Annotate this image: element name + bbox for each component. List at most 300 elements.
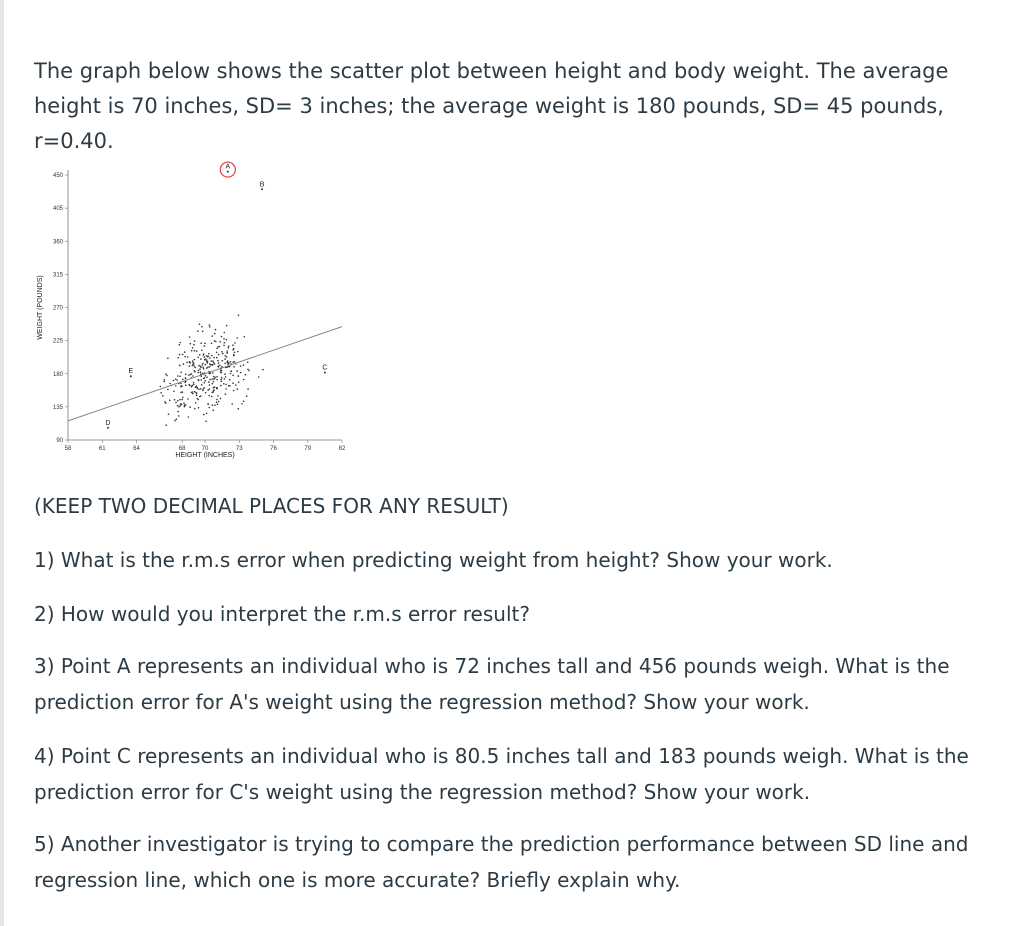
scatter-point: [199, 323, 201, 325]
scatter-point: [216, 388, 218, 390]
scatter-point: [191, 373, 193, 375]
scatter-point: [194, 340, 196, 342]
scatter-point: [245, 374, 247, 376]
scatter-point: [229, 379, 231, 381]
scatter-point: [160, 392, 162, 394]
scatter-point: [192, 347, 194, 349]
scatter-point: [198, 365, 200, 367]
question-2: 2) How would you interpret the r.m.s error result?: [34, 602, 530, 626]
scatter-point: [217, 360, 219, 362]
scatter-point: [232, 382, 234, 384]
scatter-point: [197, 388, 199, 390]
question-1: 1) What is the r.m.s error when predicting weight from height? Show your work.: [34, 548, 833, 572]
scatter-point: [194, 367, 196, 369]
scatter-point: [211, 396, 213, 398]
scatter-point: [160, 386, 162, 388]
scatter-point: [207, 404, 209, 406]
scatter-point: [244, 336, 246, 338]
scatter-point: [204, 380, 206, 382]
scatter-point: [178, 406, 180, 408]
scatter-point: [193, 344, 195, 346]
scatter-point: [180, 383, 182, 385]
scatter-point: [197, 357, 199, 359]
scatter-point: [167, 389, 169, 391]
scatter-point: [193, 382, 195, 384]
point-a-label: A: [225, 163, 231, 171]
scatter-point: [213, 362, 215, 364]
question-5: 5) Another investigator is trying to compare the prediction performance between SD line and regression line, which one is more accurate? Briefly explain why.: [34, 832, 969, 892]
scatter-point: [220, 385, 222, 387]
scatter-point: [226, 361, 228, 363]
scatter-point: [213, 376, 215, 378]
question-3: 3) Point A represents an individual who is 72 inches tall and 456 pounds weigh. What is the prediction error for A's weight using the regression method? Show your work.: [34, 654, 950, 714]
scatter-point: [247, 369, 249, 371]
scatter-point: [224, 373, 226, 375]
scatter-point: [232, 349, 234, 351]
scatter-point: [189, 406, 191, 408]
scatter-point: [200, 371, 202, 373]
scatter-point: [187, 398, 189, 400]
scatter-point: [214, 404, 216, 406]
scatter-point: [197, 330, 199, 332]
scatter-point: [212, 364, 214, 366]
scatter-point: [206, 359, 208, 361]
scatter-point: [195, 402, 197, 404]
scatter-point: [225, 355, 227, 357]
scatter-point: [194, 408, 196, 410]
scatter-point: [229, 366, 231, 368]
scatter-point: [198, 379, 200, 381]
scatter-point: [206, 413, 208, 415]
scatter-point: [213, 381, 215, 383]
scatter-point: [207, 366, 209, 368]
scatter-point: [164, 379, 166, 381]
scatter-point: [236, 337, 238, 339]
scatter-point: [237, 351, 239, 353]
scatter-point: [236, 370, 238, 372]
scatter-point: [209, 366, 211, 368]
scatter-point: [165, 424, 167, 426]
scatter-point: [214, 386, 216, 388]
scatter-point: [233, 390, 235, 392]
scatter-point: [205, 421, 207, 423]
scatter-point: [203, 414, 205, 416]
scatter-point: [175, 385, 177, 387]
scatter-point: [218, 401, 220, 403]
scatter-point: [224, 332, 226, 334]
scatter-point: [225, 388, 227, 390]
scatter-point: [184, 382, 186, 384]
scatter-point: [212, 383, 214, 385]
scatter-point: [216, 379, 218, 381]
scatter-point: [226, 325, 228, 327]
scatter-point: [225, 376, 227, 378]
scatter-point: [222, 353, 224, 355]
scatter-point: [216, 399, 218, 401]
scatter-point: [198, 370, 200, 372]
scatter-point: [199, 368, 201, 370]
scatter-point: [203, 368, 205, 370]
scatter-point: [196, 392, 198, 394]
scatter-point: [177, 400, 179, 402]
x-tick-label: 79: [304, 446, 312, 452]
scatter-point: [235, 384, 237, 386]
scatter-point: [220, 371, 222, 373]
scatter-point: [177, 405, 179, 407]
scatter-point: [231, 403, 233, 405]
point-b-marker: [261, 188, 263, 190]
scatter-point: [180, 392, 182, 394]
scatter-point: [209, 326, 211, 328]
scatter-point: [208, 395, 210, 397]
scatter-point: [181, 385, 183, 387]
scatter-point: [182, 354, 184, 356]
scatter-point: [202, 363, 204, 365]
scatter-point: [169, 400, 171, 402]
scatter-point: [213, 389, 215, 391]
scatter-point: [201, 384, 203, 386]
scatter-point: [211, 378, 213, 380]
scatter-point: [182, 397, 184, 399]
scatter-point: [192, 362, 194, 364]
scatter-point: [247, 388, 249, 390]
scatter-point: [169, 383, 171, 385]
question-4: 4) Point C represents an individual who is 80.5 inches tall and 183 pounds weigh. What is the prediction error for C's weight using the regression method? Show your work.: [34, 744, 969, 804]
scatter-point: [204, 345, 206, 347]
scatter-point: [179, 399, 181, 401]
scatter-point: [215, 341, 217, 343]
scatter-point: [206, 367, 208, 369]
scatter-point: [180, 372, 182, 374]
scatter-point: [226, 350, 228, 352]
scatter-point: [224, 342, 226, 344]
scatter-point: [179, 344, 181, 346]
scatter-point: [206, 376, 208, 378]
scatter-point: [218, 362, 220, 364]
scatter-point: [200, 342, 202, 344]
scatter-point: [238, 408, 240, 410]
scatter-point: [225, 393, 227, 395]
scatter-point: [177, 357, 179, 359]
scatter-point: [204, 377, 206, 379]
scatter-point: [197, 372, 199, 374]
y-tick-label: 90: [56, 438, 63, 444]
scatter-point: [234, 342, 236, 344]
scatter-point: [221, 377, 223, 379]
scatter-point: [218, 354, 220, 356]
scatter-point: [203, 354, 205, 356]
scatter-point: [222, 360, 224, 362]
scatter-point: [216, 357, 218, 359]
scatter-point: [175, 402, 177, 404]
y-tick-label: 360: [52, 239, 63, 246]
scatter-point: [209, 388, 211, 390]
scatter-point: [220, 379, 222, 381]
scatter-point: [191, 385, 193, 387]
x-tick-label: 73: [235, 446, 243, 452]
scatter-point: [189, 336, 191, 338]
scatter-point: [188, 374, 190, 376]
scatter-point: [241, 403, 243, 405]
scatter-point: [179, 365, 181, 367]
scatter-point: [196, 394, 198, 396]
scatter-point: [214, 378, 216, 380]
scatter-point: [206, 362, 208, 364]
y-tick-label: 225: [52, 338, 63, 345]
scatter-point: [223, 345, 225, 347]
instructions-text: (KEEP TWO DECIMAL PLACES FOR ANY RESULT): [34, 494, 509, 518]
scatter-point: [215, 329, 217, 331]
scatter-point: [216, 401, 218, 403]
scatter-point: [258, 376, 260, 378]
x-tick-label: 76: [270, 446, 277, 452]
scatter-point: [227, 352, 229, 354]
scatter-point: [229, 385, 231, 387]
scatter-point: [230, 371, 232, 373]
intro-text: The graph below shows the scatter plot between height and body weight. The average height is 70 inches, SD= 3 inches; the average weight is 180 pounds, SD= 45 pounds, r=0.40.: [34, 59, 949, 153]
scatter-point: [212, 404, 214, 406]
scatter-point: [219, 341, 221, 343]
scatter-point: [237, 388, 239, 390]
scatter-point: [243, 401, 245, 403]
scatter-point: [188, 416, 190, 418]
scatter-point: [192, 360, 194, 362]
scatter-point: [223, 383, 225, 385]
scatter-point: [190, 343, 192, 345]
point-d-label: D: [105, 419, 111, 427]
scatter-point: [228, 347, 230, 349]
point-d-marker: [107, 427, 109, 429]
scatter-point: [204, 356, 206, 358]
point-c-label: C: [322, 364, 328, 372]
scatter-point: [223, 338, 225, 340]
scatter-point: [205, 364, 207, 366]
scatter-point: [203, 382, 205, 384]
scatter-point: [212, 372, 214, 374]
scatter-point: [176, 418, 178, 420]
scatter-point: [194, 350, 196, 352]
scatter-point: [193, 365, 195, 367]
scatter-point: [165, 402, 167, 404]
scatter-point: [192, 365, 194, 367]
scatter-point: [210, 364, 212, 366]
scatter-point: [186, 362, 188, 364]
scatter-point: [262, 369, 264, 371]
scatter-point: [189, 362, 191, 364]
scatter-point: [205, 375, 207, 377]
scatter-point: [175, 378, 177, 380]
scatter-point: [221, 351, 223, 353]
scatter-point: [208, 407, 210, 409]
scatter-point: [211, 335, 213, 337]
scatter-point: [218, 366, 220, 368]
scatter-point: [166, 375, 168, 377]
scatter-point: [228, 345, 230, 347]
scatter-point: [238, 315, 240, 317]
scatter-point: [173, 391, 175, 393]
y-tick-label: 315: [52, 272, 63, 279]
scatter-point: [191, 392, 193, 394]
scatter-point: [209, 379, 211, 381]
scatter-point: [226, 339, 228, 341]
scatter-point: [232, 344, 234, 346]
scatter-point: [204, 359, 206, 361]
scatter-point: [178, 415, 180, 417]
scatter-point: [213, 357, 215, 359]
scatter-point: [165, 373, 167, 375]
scatter-point: [233, 354, 235, 356]
scatter-point: [194, 370, 196, 372]
x-tick-label: 82: [338, 446, 346, 452]
scatter-point: [226, 356, 228, 358]
scatter-point: [209, 384, 211, 386]
scatter-point: [214, 340, 216, 342]
scatter-point: [248, 370, 250, 372]
point-a-marker: [227, 171, 229, 173]
scatter-point: [177, 411, 179, 413]
point-e-label: E: [128, 368, 134, 376]
scatter-point: [220, 398, 222, 400]
scatter-point: [200, 395, 202, 397]
x-tick-label: 61: [98, 446, 106, 452]
scatter-point: [217, 395, 219, 397]
y-tick-label: 180: [52, 371, 63, 378]
scatter-point: [179, 354, 181, 356]
scatter-point: [199, 354, 201, 356]
scatter-point: [184, 351, 186, 353]
scatter-point: [240, 365, 242, 367]
scatter-point: [198, 407, 200, 409]
scatter-point: [207, 389, 209, 391]
scatter-point: [196, 385, 198, 387]
scatter-point: [211, 355, 213, 357]
scatter-point: [211, 343, 213, 345]
scatter-point: [177, 375, 179, 377]
scatter-point: [162, 395, 164, 397]
scatter-point: [180, 405, 182, 407]
y-tick-label: 270: [52, 305, 63, 312]
scatter-point: [173, 380, 175, 382]
scatter-plot: [34, 150, 364, 470]
scatter-point: [216, 348, 218, 350]
scatter-point: [192, 393, 194, 395]
scatter-point: [200, 379, 202, 381]
scatter-point: [243, 364, 245, 366]
point-c-marker: [324, 372, 326, 374]
scatter-point: [187, 356, 189, 358]
scatter-point: [233, 366, 235, 368]
scatter-point: [202, 388, 204, 390]
y-axis-title: WEIGHT (POUNDS): [37, 275, 44, 340]
scatter-point: [194, 391, 196, 393]
scatter-point: [163, 381, 165, 383]
scatter-point: [198, 389, 200, 391]
scatter-point: [228, 363, 230, 365]
left-border: [0, 0, 4, 926]
scatter-point: [185, 373, 187, 375]
scatter-point: [200, 358, 202, 360]
scatter-point: [183, 402, 185, 404]
scatter-point: [214, 333, 216, 335]
scatter-point: [180, 342, 182, 344]
scatter-point: [185, 404, 187, 406]
scatter-point: [221, 336, 223, 338]
scatter-point: [234, 352, 236, 354]
scatter-point: [219, 365, 221, 367]
scatter-point: [196, 350, 198, 352]
scatter-point: [232, 375, 234, 377]
scatter-point: [238, 375, 240, 377]
scatter-point: [192, 375, 194, 377]
scatter-point: [174, 399, 176, 401]
scatter-point: [191, 350, 193, 352]
scatter-point: [204, 387, 206, 389]
scatter-point: [183, 363, 185, 365]
scatter-point: [230, 373, 232, 375]
scatter-point: [200, 388, 202, 390]
y-tick-label: 135: [52, 404, 63, 411]
x-axis-title: HEIGHT (INCHES): [175, 452, 235, 459]
scatter-point: [209, 357, 211, 359]
scatter-point: [176, 379, 178, 381]
scatter-point: [193, 384, 195, 386]
scatter-point: [243, 379, 245, 381]
scatter-point: [214, 377, 216, 379]
y-tick-label: 450: [52, 173, 63, 179]
scatter-point: [232, 361, 234, 363]
x-tick-label: 64: [133, 446, 140, 452]
scatter-point: [202, 390, 204, 392]
x-tick-label: 58: [64, 446, 72, 452]
scatter-point: [181, 399, 183, 401]
scatter-point: [216, 352, 218, 354]
scatter-point: [208, 353, 210, 355]
scatter-point: [198, 399, 200, 401]
scatter-point: [208, 381, 210, 383]
scatter-point: [216, 376, 218, 378]
point-e-marker: [130, 375, 132, 377]
scatter-point: [228, 385, 230, 387]
scatter-point: [168, 413, 170, 415]
x-tick-label: 68: [178, 446, 186, 452]
scatter-point: [189, 384, 191, 386]
scatter-point: [185, 384, 187, 386]
scatter-point: [240, 372, 242, 374]
y-tick-label: 405: [52, 206, 63, 213]
scatter-point: [246, 395, 248, 397]
scatter-point: [225, 384, 227, 386]
scatter-point: [209, 324, 211, 326]
scatter-point: [204, 343, 206, 345]
scatter-point: [221, 381, 223, 383]
scatter-point: [217, 404, 219, 406]
scatter-point: [179, 376, 181, 378]
regression-line: [68, 327, 342, 421]
scatter-point: [205, 392, 207, 394]
scatter-point: [184, 356, 186, 358]
scatter-point: [211, 360, 213, 362]
scatter-point: [213, 409, 215, 411]
scatter-point: [167, 358, 169, 360]
scatter-point: [201, 326, 203, 328]
scatter-point: [180, 403, 182, 405]
scatter-point: [230, 361, 232, 363]
scatter-point: [247, 362, 249, 364]
x-tick-label: 70: [201, 446, 209, 452]
scatter-point: [185, 378, 187, 380]
point-b-label: B: [259, 181, 265, 189]
scatter-point: [207, 356, 209, 358]
